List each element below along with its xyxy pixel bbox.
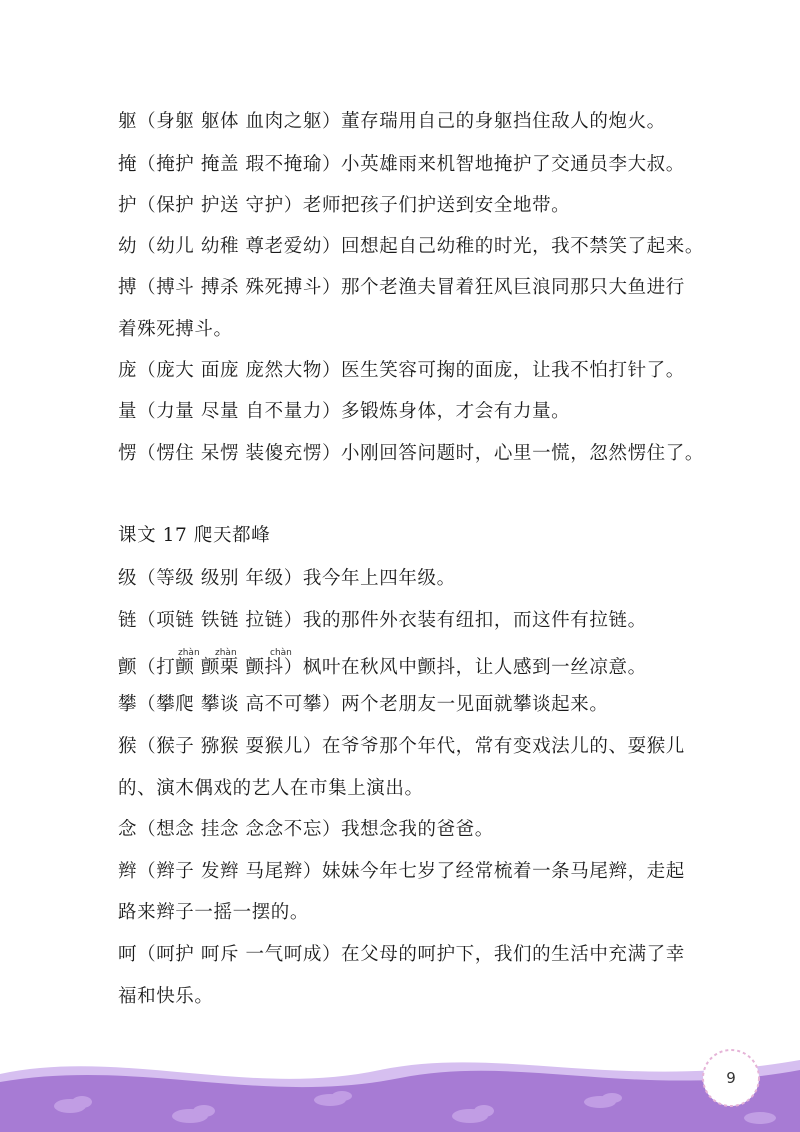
vocab-line: 猴（猴子 猕猴 耍猴儿）在爷爷那个年代，常有变戏法儿的、耍猴儿: [118, 736, 685, 757]
vocab-line: 辫（辫子 发辫 马尾辫）妹妹今年七岁了经常梳着一条马尾辫，走起: [118, 861, 685, 882]
vocab-line: 着殊死搏斗。: [118, 319, 233, 340]
vocab-line: 躯（身躯 躯体 血肉之躯）董存瑞用自己的身躯挡住敌人的炮火。: [118, 111, 666, 132]
vocab-line: 福和快乐。: [118, 986, 214, 1007]
vocab-line: 攀（攀爬 攀谈 高不可攀）两个老朋友一见面就攀谈起来。: [118, 694, 609, 715]
vocab-line: 幼（幼儿 幼稚 尊老爱幼）回想起自己幼稚的时光，我不禁笑了起来。: [118, 236, 704, 257]
vocab-line: 愣（愣住 呆愣 装傻充愣）小刚回答问题时，心里一慌，忽然愣住了。: [118, 443, 704, 464]
pinyin-annotation: zhàn: [215, 648, 237, 658]
pinyin-annotation: zhàn: [178, 648, 200, 658]
vocab-line: 级（等级 级别 年级）我今年上四年级。: [118, 568, 456, 589]
vocab-line: 掩（掩护 掩盖 瑕不掩瑜）小英雄雨来机智地掩护了交通员李大叔。: [118, 154, 685, 175]
page-number: 9: [726, 1069, 736, 1087]
vocab-line: 念（想念 挂念 念念不忘）我想念我的爸爸。: [118, 819, 494, 840]
vocab-line: 护（保护 护送 守护）老师把孩子们护送到安全地带。: [118, 195, 571, 216]
footer-wave-decoration: [0, 1040, 800, 1132]
vocab-line: 路来辫子一摇一摆的。: [118, 902, 310, 923]
lesson-title: 课文 17 爬天都峰: [118, 525, 271, 546]
vocab-line: 量（力量 尽量 自不量力）多锻炼身体，才会有力量。: [118, 401, 571, 422]
vocab-line: 搏（搏斗 搏杀 殊死搏斗）那个老渔夫冒着狂风巨浪同那只大鱼进行: [118, 277, 685, 298]
vocab-line: 链（项链 铁链 拉链）我的那件外衣装有纽扣，而这件有拉链。: [118, 610, 647, 631]
vocab-line: 呵（呵护 呵斥 一气呵成）在父母的呵护下，我们的生活中充满了幸: [118, 944, 685, 965]
pinyin-annotation: chàn: [270, 648, 292, 658]
vocab-line: 颤（打颤 颤栗 颤抖）枫叶在秋风中颤抖，让人感到一丝凉意。: [118, 657, 647, 678]
vocab-line: 庞（庞大 面庞 庞然大物）医生笑容可掬的面庞，让我不怕打针了。: [118, 360, 685, 381]
vocab-line: 的、演木偶戏的艺人在市集上演出。: [118, 778, 424, 799]
